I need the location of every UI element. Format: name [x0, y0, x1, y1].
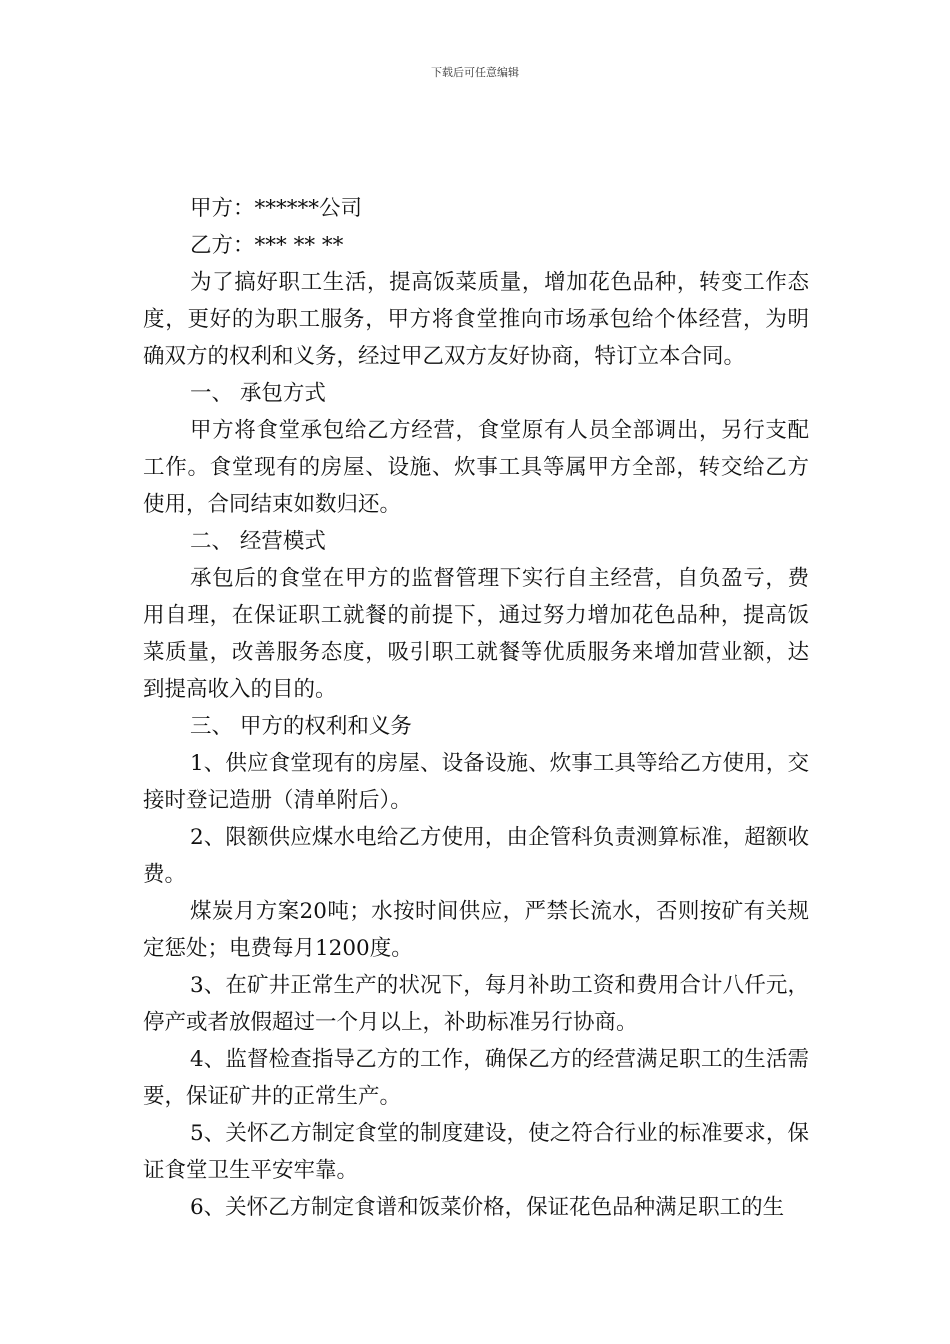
section-3-item-5: 5、关怀乙方制定食堂的制度建设，使之符合行业的标准要求，保证食堂卫生平安牢靠。 [143, 1121, 809, 1183]
intro-paragraph: 为了搞好职工生活，提高饭菜质量，增加花色品种，转变工作态度，更好的为职工服务，甲方将食堂推向市场承包给个体经营，为明确双方的权利和义务，经过甲乙双方友好协商，特订立本合同。 [143, 270, 809, 369]
party-b-line: 乙方：*** ** ** [190, 233, 344, 258]
section-2-paragraph: 承包后的食堂在甲方的监督管理下实行自主经营，自负盈亏，费用自理，在保证职工就餐的前提下，通过努力增加花色品种，提高饭菜质量，改善服务态度，吸引职工就餐等优质服务来增加营业额，达到提高收入的目的。 [143, 566, 809, 702]
section-3-item-4: 4、监督检查指导乙方的工作，确保乙方的经营满足职工的生活需要，保证矿井的正常生产。 [143, 1047, 809, 1109]
section-1-paragraph: 甲方将食堂承包给乙方经营，食堂原有人员全部调出，另行支配工作。食堂现有的房屋、设施、炊事工具等属甲方全部，转交给乙方使用，合同结束如数归还。 [143, 418, 809, 517]
section-2-title: 二、 经营模式 [190, 529, 326, 554]
section-3-item-2-note: 煤炭月方案20吨；水按时间供应，严禁长流水，否则按矿有关规定惩处；电费每月1200度。 [143, 899, 809, 961]
section-3-item-1: 1、供应食堂现有的房屋、设备设施、炊事工具等给乙方使用，交接时登记造册（清单附后）。 [143, 751, 809, 813]
party-a-line: 甲方：******公司 [190, 196, 363, 221]
section-3-item-2: 2、限额供应煤水电给乙方使用，由企管科负责测算标准，超额收费。 [143, 825, 809, 887]
page-header-note: 下载后可任意编辑 [431, 66, 519, 79]
section-3-item-3: 3、在矿井正常生产的状况下，每月补助工资和费用合计八仟元，停产或者放假超过一个月以上，补助标准另行协商。 [143, 973, 809, 1035]
section-1-title: 一、 承包方式 [190, 381, 326, 406]
contract-body [143, 190, 809, 1226]
section-3-item-6: 6、关怀乙方制定食谱和饭菜价格，保证花色品种满足职工的生 [190, 1195, 785, 1220]
section-3-title: 三、 甲方的权利和义务 [190, 714, 412, 739]
